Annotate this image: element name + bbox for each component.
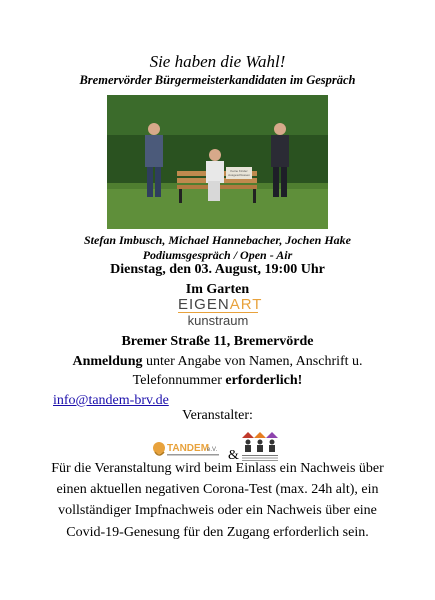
flyer-subtitle: Bremervörder Bürgermeisterkandidaten im Gespräch [79, 73, 356, 87]
sign-line2: Ausgeschlossen [228, 173, 250, 177]
sign-line1: Keine Kinder [230, 169, 248, 173]
tandem-logo-suffix: e.V. [207, 447, 218, 453]
event-format: Podiumsgespräch / Open - Air [142, 248, 293, 262]
registration-text-2: Telefonnummer [132, 373, 226, 388]
registration-text-1: unter Angabe von Namen, Anschrift u. [142, 354, 363, 369]
candidates-photo-art [107, 95, 328, 229]
venue-logo-part2: ART [229, 296, 263, 313]
access-notice: Für die Veranstaltung wird beim Einlass ein Nachweis über einen aktuellen negativen Corona-Test (max. 24h alt), ein vollständiger Impfnachweis oder ein Nachweis über eine Covid-19-Genesung für den Zugang erforderlich sein. [51, 461, 384, 540]
tandem-logo-text: TANDEM [167, 443, 210, 454]
registration-line-2 [0, 373, 435, 389]
candidate-names: Stefan Imbusch, Michael Hannebacher, Jochen Hake [83, 233, 352, 247]
venue-logo-wordmark [178, 296, 263, 313]
venue-logo [178, 296, 263, 330]
event-place: Im Garten [185, 282, 250, 297]
flyer-title: Sie haben die Wahl! [149, 52, 286, 71]
event-date: Dienstag, den 03. August, 19:00 Uhr [110, 262, 325, 277]
contact-email-link[interactable]: info@tandem-brv.de [53, 393, 169, 408]
organizer-label: Veranstalter: [182, 408, 253, 423]
registration-keyword: Anmeldung [72, 354, 143, 369]
association-logo [238, 428, 282, 462]
registration-required: erforderlich! [225, 373, 303, 388]
event-address: Bremer Straße 11, Bremervörde [121, 334, 314, 349]
registration-line-1 [0, 354, 435, 370]
organizer-ampersand: & [228, 448, 239, 463]
venue-logo-subline: kunstraum [178, 312, 258, 329]
association-logo-art [238, 428, 282, 462]
venue-logo-part1: EIGEN [178, 296, 230, 313]
candidates-photo [107, 95, 328, 229]
